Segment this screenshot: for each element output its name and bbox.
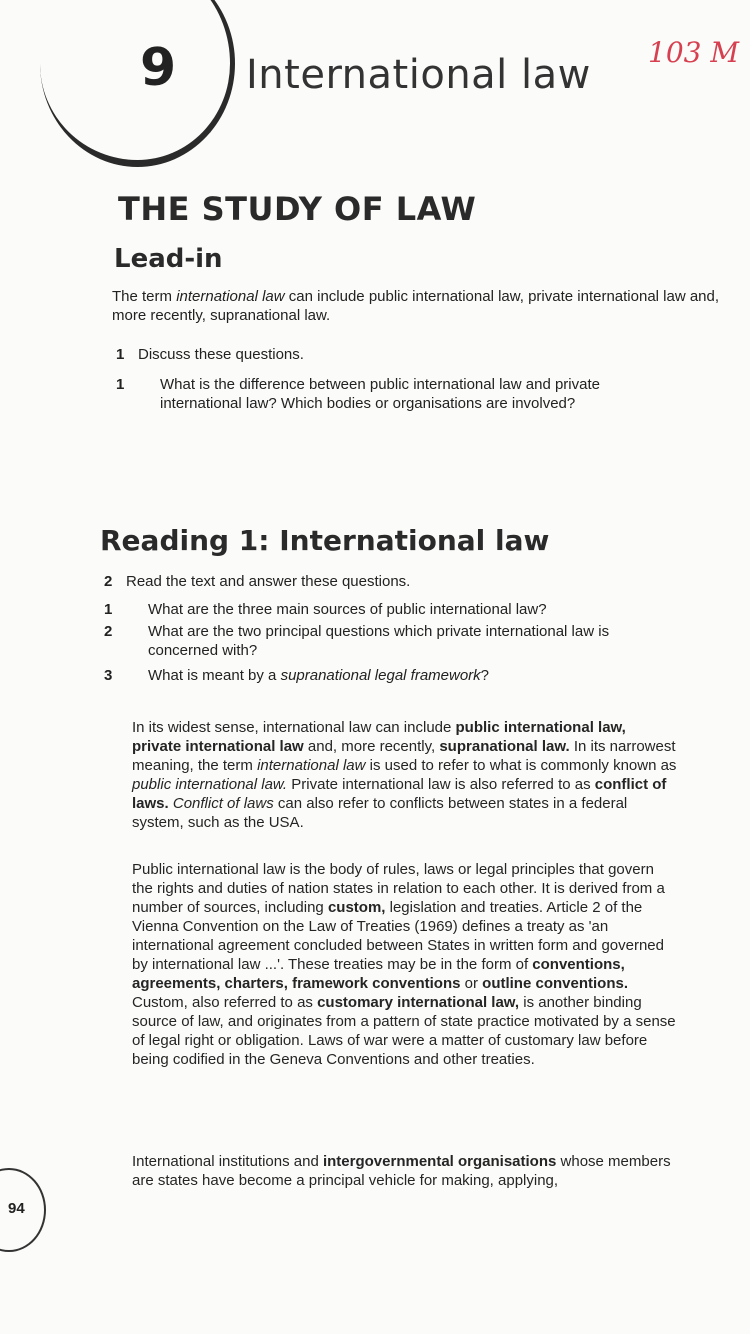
- text-run: intergovernmental organisations: [322, 1153, 557, 1170]
- reading-heading: Reading 1: International law: [100, 524, 550, 557]
- chapter-title: International law: [246, 52, 591, 98]
- chapter-arc-decoration: [40, 0, 235, 167]
- section-heading-study-of-law: THE STUDY OF LAW: [118, 190, 477, 228]
- text-run: is another binding source of law, and originates from a pattern of state practice motivated by a sense of legal right or obligation. Laws of war were a matter of customary law before being codified in the Geneva Conventions and other treaties.: [132, 994, 676, 1068]
- text-run: International institutions and: [132, 1153, 323, 1170]
- reading-paragraph-1: [132, 718, 677, 832]
- text-run: Custom, also referred to as: [132, 994, 318, 1011]
- text-run: is used to refer to what is commonly known as: [365, 757, 677, 774]
- text-run: whose members are states have become a principal vehicle for making, applying,: [132, 1153, 671, 1189]
- page-number-badge: [0, 1168, 46, 1252]
- text-run: public international law, private international law: [132, 719, 626, 755]
- lead-in-question-1: 1 What is the difference between public international law and private international law? Which bodies or organisations are involved?: [116, 376, 600, 412]
- text-run: conflict of laws.: [132, 776, 667, 812]
- reading-paragraph-3: [132, 1152, 677, 1190]
- lead-in-intro: The term international law can include public international law, private international law and, more recently, supranational law.: [112, 288, 720, 324]
- reading-question-2: 2 What are the two principal questions which private international law is concerned with?: [104, 623, 610, 659]
- text-run: or: [460, 975, 483, 992]
- text-run: conventions, agreements, charters, framework conventions: [132, 956, 625, 992]
- lead-in-task: 1 Discuss these questions.: [116, 346, 304, 363]
- text-run: customary international law,: [317, 994, 520, 1011]
- chapter-number: 9: [140, 38, 177, 98]
- text-run: can also refer to conflicts between states in a federal system, such as the USA.: [132, 795, 628, 831]
- text-run: custom,: [327, 899, 386, 916]
- text-run: In its narrowest meaning, the term: [132, 738, 676, 774]
- text-run: supranational law.: [439, 738, 570, 755]
- text-run: Public international law is the body of rules, laws or legal principles that govern the rights and duties of nation states in relation to each other. It is derived from a number of sources, including: [132, 861, 665, 916]
- reading-question-3: 3 What is meant by a supranational legal framework?: [104, 667, 490, 684]
- text-run: international law: [257, 757, 366, 774]
- handwritten-note: 103 M: [648, 36, 740, 69]
- text-run: outline conventions.: [482, 975, 628, 992]
- text-run: public international law.: [132, 776, 288, 793]
- text-run: Conflict of laws: [172, 795, 274, 812]
- text-run: In its widest sense, international law can include: [132, 719, 456, 736]
- reading-question-1: 1 What are the three main sources of public international law?: [104, 601, 547, 618]
- reading-task: 2 Read the text and answer these questions.: [104, 573, 411, 590]
- text-run: and, more recently,: [303, 738, 440, 755]
- text-run: legislation and treaties. Article 2 of the Vienna Convention on the Law of Treaties (1969) defines a treaty as 'an international agreement concluded between States in written form and governed by international law ...'. These treaties may be in the form of: [132, 899, 664, 973]
- text-run: Private international law is also referred to as: [287, 776, 595, 793]
- page-number: 94: [8, 1200, 25, 1217]
- subheading-lead-in: Lead-in: [114, 244, 223, 274]
- reading-paragraph-2: [132, 860, 677, 1069]
